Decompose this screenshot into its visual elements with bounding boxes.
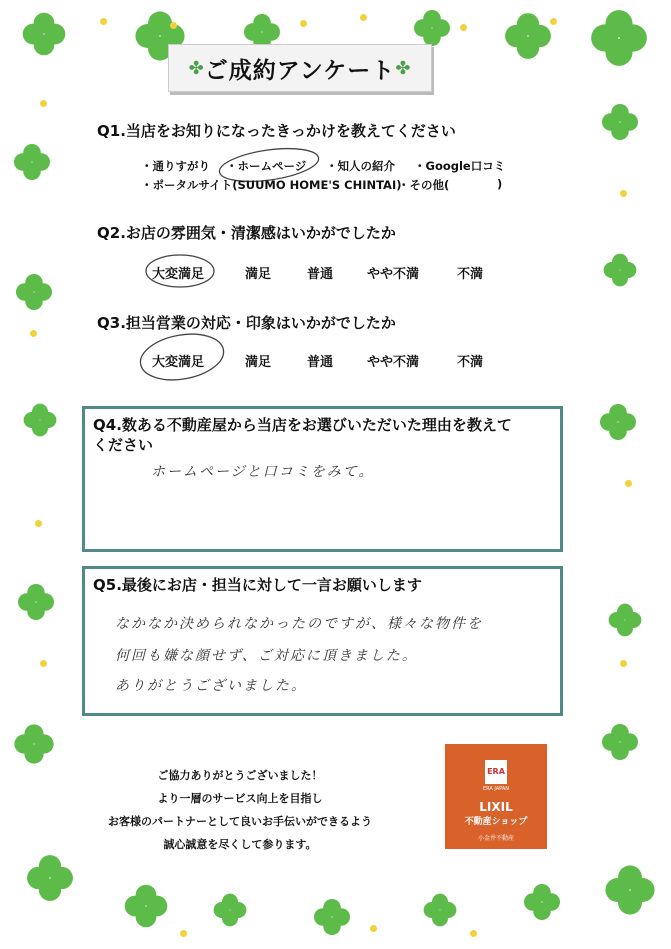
q2-rating[interactable]: 満足: [245, 267, 272, 282]
q2-rating[interactable]: 不満: [457, 267, 484, 282]
q5-answer-line[interactable]: 何回も嫌な顔せず、ご対応に頂きました。: [115, 648, 418, 664]
q1-option-selected[interactable]: ・ホームページ: [226, 159, 307, 173]
yellow-dot: [35, 520, 42, 527]
clover-icon: ✤: [188, 57, 205, 79]
yellow-dot: [40, 100, 47, 107]
closing-line: 誠心誠意を尽くして参ります。: [163, 838, 317, 851]
yellow-dot: [180, 930, 187, 937]
shop-name: 不動産ショップ: [464, 817, 528, 827]
q5-box: [82, 566, 563, 716]
clover-icon: [420, 890, 460, 930]
q2-rating-selected[interactable]: 大変満足: [152, 267, 205, 282]
q1-option[interactable]: ・その他(: [398, 178, 450, 192]
yellow-dot: [460, 24, 467, 31]
clover-icon: [210, 890, 250, 930]
q4-question: [93, 415, 512, 455]
q4-box: [82, 406, 563, 552]
brand-name: LIXIL: [479, 800, 513, 814]
clover-icon: [10, 140, 54, 184]
q4-answer[interactable]: ホームページと口コミをみて。: [151, 464, 375, 480]
yellow-dot: [470, 930, 477, 937]
clover-icon: [520, 880, 564, 924]
clover-icon: [585, 4, 653, 72]
q4-question-line: ください: [93, 436, 154, 454]
q3-question: Q3.担当営業の対応・印象はいかがでしたか: [97, 314, 396, 332]
era-sub: ERA JAPAN: [482, 786, 510, 792]
yellow-dot: [40, 660, 47, 667]
q3-rating[interactable]: 不満: [457, 355, 484, 370]
yellow-dot: [625, 480, 632, 487]
yellow-dot: [370, 925, 377, 932]
clover-icon: [10, 720, 58, 768]
q1-option-close: ): [497, 177, 503, 191]
clover-icon: [600, 250, 640, 290]
clover-icon: [12, 270, 56, 314]
yellow-dot: [30, 330, 37, 337]
yellow-dot: [620, 660, 627, 667]
closing-message: [80, 764, 400, 856]
yellow-dot: [170, 22, 177, 29]
clover-icon: [598, 100, 642, 144]
era-logo-icon: ERA: [485, 760, 507, 784]
selection-circle: [142, 250, 218, 292]
clover-icon: [598, 720, 642, 764]
yellow-dot: [100, 18, 107, 25]
q5-question: Q5.最後にお店・担当に対して一言お願いします: [93, 576, 422, 594]
clover-icon: [22, 850, 78, 906]
clover-icon: [18, 8, 70, 60]
clover-icon: [120, 880, 172, 932]
q1-question: Q1.当店をお知りになったきっかけを教えてください: [97, 122, 456, 140]
lixil-logo: [445, 744, 547, 849]
q4-question-line: Q4.数ある不動産屋から当店をお選びいただいた理由を教えて: [93, 416, 512, 434]
q2-rating[interactable]: 普通: [307, 267, 334, 282]
page-title: [168, 44, 432, 92]
q1-option[interactable]: ・Google口コミ: [414, 159, 506, 173]
q1-option[interactable]: ・ポータルサイト(SUUMO HOME'S CHINTAI): [141, 178, 402, 192]
yellow-dot: [300, 20, 307, 27]
title-text: ご成約アンケート: [204, 57, 396, 84]
q5-answer-line[interactable]: なかなか決められなかったのですが、様々な物件を: [115, 616, 483, 632]
q3-rating-selected[interactable]: 大変満足: [152, 355, 205, 370]
q2-question: Q2.お店の雰囲気・清潔感はいかがでしたか: [97, 224, 396, 242]
q3-rating[interactable]: やや不満: [367, 355, 420, 370]
closing-line: ご協力ありがとうございました！: [157, 769, 323, 782]
clover-icon: [310, 895, 354, 939]
closing-line: より一層のサービス向上を目指し: [157, 792, 323, 805]
clover-icon: [605, 600, 645, 640]
clover-icon: [14, 580, 58, 624]
clover-icon: [20, 400, 60, 440]
q1-option[interactable]: ・通りすがり: [141, 159, 210, 173]
q5-answer-line[interactable]: ありがとうございました。: [115, 678, 307, 694]
yellow-dot: [550, 18, 557, 25]
q3-rating[interactable]: 普通: [307, 355, 334, 370]
clover-icon: [600, 860, 660, 920]
q1-option[interactable]: ・知人の紹介: [326, 159, 395, 173]
clover-icon: [500, 8, 556, 64]
yellow-dot: [620, 190, 627, 197]
yellow-dot: [360, 14, 367, 21]
clover-icon: [596, 400, 640, 444]
branch-name: 小金井不動産: [477, 835, 514, 842]
q2-rating[interactable]: やや不満: [367, 267, 420, 282]
closing-line: お客様のパートナーとして良いお手伝いができるよう: [108, 815, 372, 828]
clover-icon: ✤: [395, 57, 412, 79]
selection-circle: [136, 330, 228, 384]
q3-rating[interactable]: 満足: [245, 355, 272, 370]
